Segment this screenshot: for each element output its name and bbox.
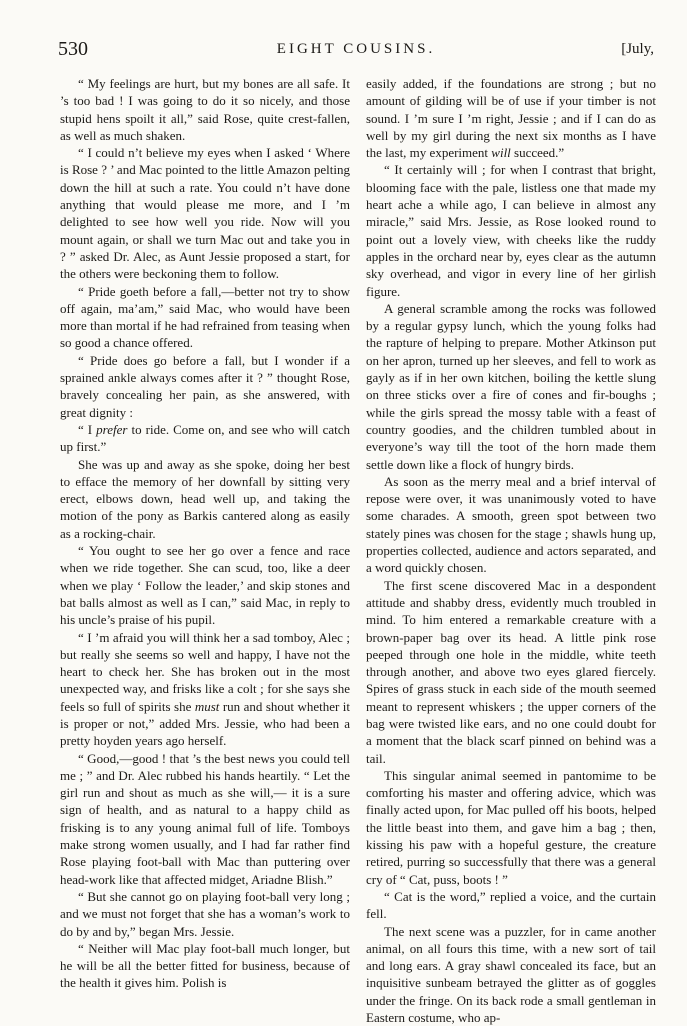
page-number: 530 <box>58 38 88 60</box>
paragraph: “ Good,—good ! that ’s the best news you could tell me ; ” and Dr. Alec rubbed his hands heartily. “ Let the girl run and shout as much as she will,— it is a sure sign of health, and as natural to a happy child as frisking is to any young animal full of life. Tomboys make strong women usually, and I had far rather find Rose playing foot-ball with Mac than puttering over head-work like that affected midget, Ariadne Blish.” <box>60 750 350 887</box>
paragraph: As soon as the merry meal and a brief interval of repose were over, it was unanimously voted to have some charades. A smooth, green spot between two stately pines was chosen for the stage ; shawls hung up, properties collected, audience and actors separated, and a word quickly chosen. <box>366 473 656 576</box>
right-column <box>366 75 656 1026</box>
italic-emphasis: must <box>194 698 220 714</box>
paragraph: “ It certainly will ; for when I contrast that bright, blooming face with the pale, listless one that made my heart ache a while ago, I can believe in almost any miracle,” said Mrs. Jessie, as Rose looked round to point out a lovely view, with cheeks like the ruddy apples in the orchard near by, eyes clear as the autumn sky overhead, and vigor in every line of her girlish figure. <box>366 162 656 299</box>
paragraph-text: easily added, if the foundations are strong ; but no amount of gilding will be of use if your timber is not sound. I ’m sure I ’m right, Jessie ; and if I can do as well by my girl during the next six months as I have the last, my experiment <box>366 76 656 161</box>
issue-month: [July, <box>621 41 654 57</box>
paragraph-text: “ I <box>78 421 97 437</box>
paragraph-text: “ I ’m afraid you will think her a sad tomboy, Alec ; but really she seems so well and happy, I have not the heart to check her. She has broken out in the most unexpected way, and frisks like a colt ; for she says she feels so full of spirits she <box>60 629 350 714</box>
paragraph: “ Pride does go before a fall, but I wonder if a sprained ankle always comes after it ? ” thought Rose, bravely concealing her pain, as she answered, with great dignity : <box>60 352 350 420</box>
paragraph: This singular animal seemed in pantomime to be comforting his master and offering advice, which was finally acted upon, for Mac pulled off his boots, helped the little beast into them, and gave him a bag ; then, kissing his paw with a hopeful gesture, the creature retired, purring so successfully that there was a general cry of “ Cat, puss, boots ! ” <box>366 767 656 887</box>
italic-emphasis: will <box>491 145 511 161</box>
paragraph-text: succeed.” <box>510 145 565 161</box>
paragraph: A general scramble among the rocks was followed by a regular gypsy lunch, which the young folks had the rapture of helping to prepare. Mother Atkinson put on her apron, turned up her sleeves, and fell to work as gayly as if in her own kitchen, boiling the kettle slung on three sticks over a fire of cones and fir-boughs ; while the girls spread the mossy table with a feast of country goodies, and the children tumbled about in everyone’s way till the toot of the horn made them settle down like a flock of hungry birds. <box>366 300 656 472</box>
paragraph <box>366 75 656 161</box>
left-column <box>60 75 350 992</box>
paragraph: “ But she cannot go on playing foot-ball very long ; and we must not forget that she has a woman’s work to do by and by,” began Mrs. Jessie. <box>60 888 350 939</box>
running-title: EIGHT COUSINS. <box>276 41 436 57</box>
running-header <box>58 38 654 62</box>
paragraph: “ Pride goeth before a fall,—better not try to show off again, ma’am,” said Mac, who would have been more than mortal if he had refrained from teasing when so good a chance offered. <box>60 283 350 351</box>
paragraph: The next scene was a puzzler, for in came another animal, on all fours this time, with a new sort of tail and long ears. A gray shawl concealed its face, but an inquisitive sunbeam betrayed the glitter as of goggles under the fringe. On its back rode a small gentleman in Eastern costume, who ap- <box>366 923 656 1026</box>
paragraph <box>60 421 350 456</box>
paragraph: “ My feelings are hurt, but my bones are all safe. It ’s too bad ! I was going to do it so nicely, and those stupid hens spoilt it all,” said Rose, quite crest-fallen, as well as much shaken. <box>60 76 350 143</box>
paragraph-text: to ride. Come on, and see who will catch up first.” <box>60 421 350 455</box>
paragraph: The first scene discovered Mac in a despondent attitude and shabby dress, evidently much troubled in mind. To him entered a remarkable creature with a brown-paper bag over its head. A little pink rose peeped through one hole in the middle, white teeth through another, and above two eyes glared fiercely. Spires of grass stuck in each side of the mouth seemed meant to represent whiskers ; the upper corners of the bag were twisted like ears, and no one could doubt for a moment that the black scarf pinned on behind was a tail. <box>366 577 656 766</box>
paragraph <box>60 629 350 750</box>
paragraph: “ Cat is the word,” replied a voice, and the curtain fell. <box>366 888 656 922</box>
paragraph: “ I could n’t believe my eyes when I asked ‘ Where is Rose ? ’ and Mac pointed to the little Amazon pelting down the hill at such a rate. You could n’t have done anything that would please me more, and I ’m delighted to see how well you ride. Now will you mount again, or shall we turn Mac out and take you in ? ” asked Dr. Alec, as Aunt Jessie proposed a start, for the others were beckoning them to follow. <box>60 145 350 282</box>
paragraph-text: run and shout whether it is proper or not,” added Mrs. Jessie, who had been a pretty hoyden years ago herself. <box>60 698 350 749</box>
italic-emphasis: prefer <box>96 421 128 437</box>
paragraph: She was up and away as she spoke, doing her best to efface the memory of her downfall by sitting very erect, elbows down, head well up, and taking the motion of the pony as Barkis cantered along as easily as a rocking-chair. <box>60 456 350 541</box>
paragraph: “ Neither will Mac play foot-ball much longer, but he will be all the better fitted for business, because of the health it gives him. Polish is <box>60 940 350 991</box>
paragraph: “ You ought to see her go over a fence and race when we ride together. She can scud, too, like a deer when we play ‘ Follow the leader,’ and skip stones and bat balls almost as well as I can,” said Mac, in reply to his uncle’s praise of his pupil. <box>60 543 350 628</box>
